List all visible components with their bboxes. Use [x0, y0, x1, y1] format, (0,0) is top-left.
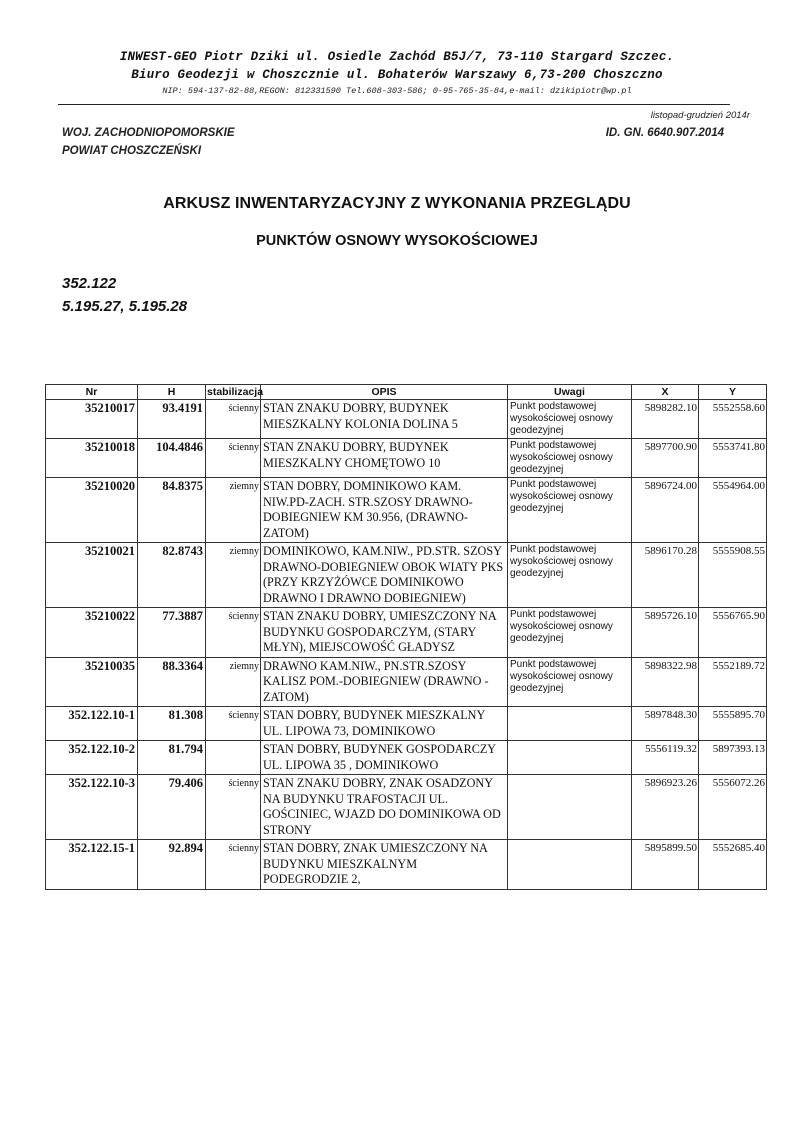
- cell-opis: STAN DOBRY, BUDYNEK GOSPODARCZY UL. LIPOWA 35 , DOMINIKOWO: [261, 741, 508, 775]
- table-row: [46, 439, 767, 478]
- cell-x: 5896923.26: [632, 775, 699, 840]
- cell-opis: STAN DOBRY, DOMINIKOWO KAM. NIW.PD-ZACH. STR.SZOSY DRAWNO-DOBIEGNIEW KM 30.956, (DRAWNO-ZATOM): [261, 478, 508, 543]
- document-title: ARKUSZ INWENTARYZACYJNY Z WYKONANIA PRZEGLĄDU: [163, 195, 631, 212]
- cell-uwagi: [508, 741, 632, 775]
- cell-uwagi: [508, 707, 632, 741]
- id-gn-label: ID. GN. 6640.907.2014: [605, 127, 724, 139]
- table-body: [46, 400, 767, 890]
- cell-stab: ścienny: [206, 608, 261, 658]
- company-contact-line: NIP: 594-137-82-88,REGON: 812331590 Tel.608-303-586; 0-95-765-35-84,e-mail: dzikipiotr@wp.pl: [162, 86, 632, 96]
- cell-stab: [206, 741, 261, 775]
- cell-y: 5555908.55: [699, 543, 767, 608]
- table-row: [46, 741, 767, 775]
- cell-nr: 352.122.10-2: [46, 741, 138, 775]
- col-header-nr: Nr: [46, 385, 138, 400]
- cell-h: 79.406: [138, 775, 206, 840]
- cell-y: 5556765.90: [699, 608, 767, 658]
- cell-opis: DOMINIKOWO, KAM.NIW., PD.STR. SZOSY DRAWNO-DOBIEGNIEW OBOK WIATY PKS (PRZY KRZYŻÓWCE DOMINIKOWO DRAWNO I DRAWNO DOBIEGNIEW): [261, 543, 508, 608]
- cell-h: 82.8743: [138, 543, 206, 608]
- col-header-uwagi: Uwagi: [508, 385, 632, 400]
- sheet-refs: 5.195.27, 5.195.28: [62, 298, 188, 315]
- cell-x: 5556119.32: [632, 741, 699, 775]
- cell-uwagi: Punkt podstawowej wysokościowej osnowy geodezyjnej: [508, 543, 632, 608]
- cell-y: 5553741.80: [699, 439, 767, 478]
- company-header: [0, 48, 794, 97]
- cell-h: 92.894: [138, 840, 206, 890]
- region-block: [62, 124, 235, 160]
- table-row: [46, 657, 767, 707]
- table-row: [46, 840, 767, 890]
- inventory-table: [45, 384, 767, 890]
- table-row: [46, 707, 767, 741]
- cell-x: 5895899.50: [632, 840, 699, 890]
- table-row: [46, 478, 767, 543]
- sheet-number: 352.122: [62, 275, 117, 292]
- cell-stab: ścienny: [206, 775, 261, 840]
- document-subtitle: PUNKTÓW OSNOWY WYSOKOŚCIOWEJ: [256, 233, 538, 249]
- cell-nr: 352.122.15-1: [46, 840, 138, 890]
- cell-uwagi: Punkt podstawowej wysokościowej osnowy geodezyjnej: [508, 400, 632, 439]
- cell-x: 5896170.28: [632, 543, 699, 608]
- cell-h: 93.4191: [138, 400, 206, 439]
- cell-h: 88.3364: [138, 657, 206, 707]
- cell-opis: STAN ZNAKU DOBRY, UMIESZCZONY NA BUDYNKU GOSPODARCZYM, (STARY MŁYN), MIEJSCOWOŚĆ GŁADYSZ: [261, 608, 508, 658]
- cell-x: 5895726.10: [632, 608, 699, 658]
- office-address-line: Biuro Geodezji w Choszcznie ul. Bohaterów Warszawy 6,73-200 Choszczno: [131, 68, 663, 82]
- col-header-stabilizacja: stabilizacja: [207, 386, 264, 398]
- cell-nr: 35210022: [46, 608, 138, 658]
- cell-stab: ścienny: [206, 400, 261, 439]
- cell-nr: 35210021: [46, 543, 138, 608]
- cell-nr: 352.122.10-3: [46, 775, 138, 840]
- cell-opis: STAN ZNAKU DOBRY, BUDYNEK MIESZKALNY CHOMĘTOWO 10: [261, 439, 508, 478]
- table-row: [46, 775, 767, 840]
- col-header-opis: OPIS: [261, 385, 508, 400]
- county-label: POWIAT CHOSZCZEŃSKI: [62, 145, 202, 157]
- cell-h: 84.8375: [138, 478, 206, 543]
- col-header-h: H: [138, 385, 206, 400]
- cell-y: 5552189.72: [699, 657, 767, 707]
- cell-x: 5897848.30: [632, 707, 699, 741]
- cell-uwagi: Punkt podstawowej wysokościowej osnowy geodezyjnej: [508, 439, 632, 478]
- cell-y: 5897393.13: [699, 741, 767, 775]
- cell-x: 5898282.10: [632, 400, 699, 439]
- date-note: listopad-grudzień 2014r: [650, 110, 750, 121]
- cell-opis: STAN ZNAKU DOBRY, BUDYNEK MIESZKALNY KOLONIA DOLINA 5: [261, 400, 508, 439]
- col-header-y: Y: [699, 385, 767, 400]
- company-name-line: INWEST-GEO Piotr Dziki ul. Osiedle Zachód B5J/7, 73-110 Stargard Szczec.: [119, 50, 675, 64]
- cell-opis: STAN ZNAKU DOBRY, ZNAK OSADZONY NA BUDYNKU TRAFOSTACJI UL. GOŚCINIEC, WJAZD DO DOMINIKOWA OD STRONY: [261, 775, 508, 840]
- cell-h: 81.794: [138, 741, 206, 775]
- header-divider: [58, 104, 730, 105]
- cell-opis: STAN DOBRY, BUDYNEK MIESZKALNY UL. LIPOWA 73, DOMINIKOWO: [261, 707, 508, 741]
- cell-nr: 352.122.10-1: [46, 707, 138, 741]
- table-row: [46, 608, 767, 658]
- cell-uwagi: Punkt podstawowej wysokościowej osnowy geodezyjnej: [508, 608, 632, 658]
- cell-uwagi: [508, 775, 632, 840]
- table-row: [46, 543, 767, 608]
- cell-y: 5555895.70: [699, 707, 767, 741]
- cell-x: 5898322.98: [632, 657, 699, 707]
- cell-nr: 35210020: [46, 478, 138, 543]
- cell-stab: ziemny: [206, 478, 261, 543]
- cell-stab: ścienny: [206, 439, 261, 478]
- cell-y: 5554964.00: [699, 478, 767, 543]
- sheet-identifiers: [62, 272, 187, 318]
- cell-nr: 35210035: [46, 657, 138, 707]
- cell-stab: ścienny: [206, 840, 261, 890]
- cell-y: 5552558.60: [699, 400, 767, 439]
- voivodeship-label: WOJ. ZACHODNIOPOMORSKIE: [62, 127, 235, 139]
- cell-y: 5556072.26: [699, 775, 767, 840]
- cell-stab: ziemny: [206, 543, 261, 608]
- cell-h: 81.308: [138, 707, 206, 741]
- cell-x: 5897700.90: [632, 439, 699, 478]
- cell-uwagi: [508, 840, 632, 890]
- table-header-row: [46, 385, 767, 400]
- cell-opis: STAN DOBRY, ZNAK UMIESZCZONY NA BUDYNKU MIESZKALNYM PODEGRODZIE 2,: [261, 840, 508, 890]
- cell-h: 104.4846: [138, 439, 206, 478]
- cell-stab: ziemny: [206, 657, 261, 707]
- cell-uwagi: Punkt podstawowej wysokościowej osnowy geodezyjnej: [508, 657, 632, 707]
- col-header-x: X: [632, 385, 699, 400]
- cell-nr: 35210017: [46, 400, 138, 439]
- cell-y: 5552685.40: [699, 840, 767, 890]
- cell-stab: ścienny: [206, 707, 261, 741]
- cell-nr: 35210018: [46, 439, 138, 478]
- cell-h: 77.3887: [138, 608, 206, 658]
- cell-x: 5896724.00: [632, 478, 699, 543]
- cell-opis: DRAWNO KAM.NIW., PN.STR.SZOSY KALISZ POM.-DOBIEGNIEW (DRAWNO - ZATOM): [261, 657, 508, 707]
- table-row: [46, 400, 767, 439]
- cell-uwagi: Punkt podstawowej wysokościowej osnowy geodezyjnej: [508, 478, 632, 543]
